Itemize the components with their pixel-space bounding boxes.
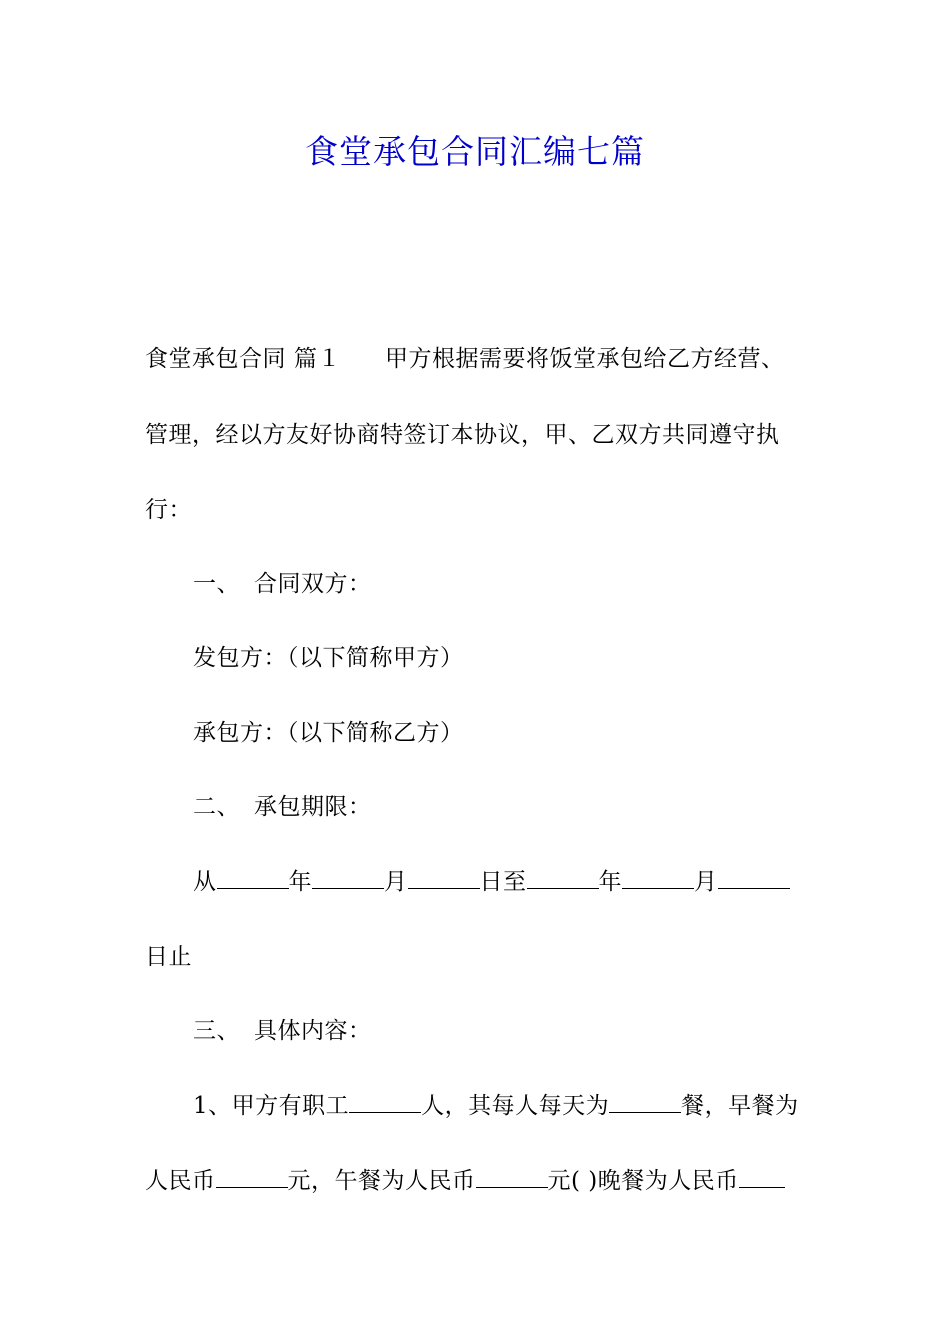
blank-end-month [622,866,694,889]
party-b-line: 承包方：（以下简称乙方） [193,720,464,746]
section-three-heading [193,1014,807,1048]
section-one-number: 一、 [193,571,240,597]
party-a-line: 发包方：（以下简称甲方） [193,645,464,671]
blank-start-day [408,866,480,889]
period-day-to: 日至 [479,869,527,895]
period-year-1: 年 [288,869,312,895]
blank-start-month [312,866,384,889]
item-one-text-a: 1、甲方有职工 [193,1093,350,1119]
period-month-1: 月 [384,869,408,895]
contract-heading: 食堂承包合同 [145,346,286,372]
paragraph-intro-line-3: 行： [145,497,192,523]
section-one-heading [193,567,807,601]
blank-meals-per-day [609,1090,681,1113]
item-one-text-e: 元，午餐为人民币 [287,1168,476,1194]
section-three-title: 具体内容： [254,1018,372,1044]
period-year-2: 年 [598,869,622,895]
section-three-number: 三、 [193,1018,240,1044]
item-one-line-2 [145,1164,807,1198]
section-two-heading [193,790,807,824]
item-one-line-1 [193,1089,807,1123]
blank-end-day [718,866,790,889]
blank-end-year [527,866,599,889]
paragraph-intro-line-1 [145,342,807,376]
paragraph-intro-line-2: 管理，经以方友好协商特签订本协议，甲、乙双方共同遵守执 [145,422,780,448]
blank-dinner-price [739,1165,785,1188]
blank-staff-count [349,1090,421,1113]
blank-lunch-price [476,1165,548,1188]
item-one-text-d: 人民币 [145,1168,216,1194]
period-month-2: 月 [694,869,718,895]
document-title: 食堂承包合同汇编七篇 [305,132,645,171]
section-one-title: 合同双方： [254,571,372,597]
period-end-line: 日止 [145,944,192,970]
contract-period-line [193,865,807,899]
period-from: 从 [193,869,217,895]
blank-breakfast-price [216,1165,288,1188]
blank-start-year [217,866,289,889]
intro-text-1: 甲方根据需要将饭堂承包给乙方经营、 [385,346,785,372]
item-one-text-c: 餐，早餐为 [681,1093,799,1119]
item-one-text-f: 元( )晚餐为人民币 [547,1168,739,1194]
chapter-label: 篇１ [294,346,341,372]
section-two-title: 承包期限： [254,794,372,820]
item-one-text-b: 人，其每人每天为 [421,1093,610,1119]
section-two-number: 二、 [193,794,240,820]
